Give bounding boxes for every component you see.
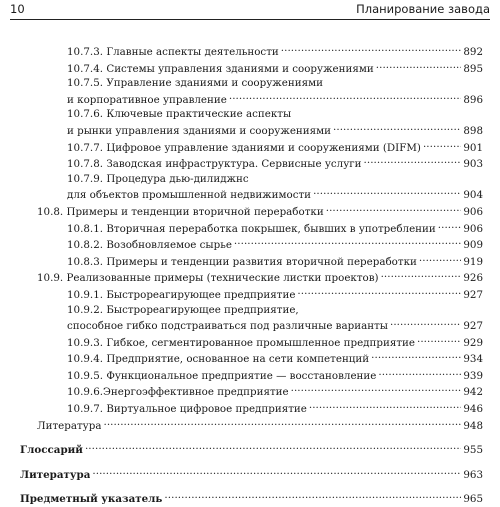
dot-leader	[162, 490, 461, 502]
entry-title: Энергоэффективное предприятие	[103, 386, 289, 399]
entry-number: 10.9.4.	[67, 353, 104, 366]
entry-title-line2: и рынки управления зданиями и сооружениями	[67, 124, 332, 137]
entry-title: Процедура дью-дилиджнс	[106, 172, 249, 185]
entry-number: 10.8.1.	[67, 222, 104, 235]
dot-leader	[417, 253, 461, 265]
entry-title: Реализованные примеры (технические листки проектов)	[66, 272, 379, 285]
entry-number: 10.7.7.	[67, 141, 104, 154]
entry-number: 10.8.3.	[67, 255, 104, 268]
entry-number: 10.7.3.	[67, 46, 104, 58]
toc-entry[interactable]	[20, 43, 483, 60]
entry-page: 929	[463, 336, 483, 349]
toc-entry[interactable]	[20, 367, 483, 384]
dot-leader	[369, 350, 461, 362]
toc-section[interactable]	[20, 203, 483, 220]
dot-leader	[295, 286, 461, 298]
dot-leader	[436, 220, 462, 232]
dot-leader	[227, 91, 462, 103]
entry-number: 10.9.2.	[67, 303, 104, 316]
entry-title: Возобновляемое сырье	[106, 239, 232, 252]
dot-leader	[232, 236, 461, 248]
running-title: Планирование завода	[356, 2, 490, 16]
toc-entry[interactable]	[20, 155, 483, 172]
entry-title: Системы управления зданиями и сооружениями	[106, 62, 374, 75]
entry-title: Виртуальное цифровое предприятие	[106, 403, 307, 416]
entry-number: 10.7.8.	[67, 158, 104, 171]
entry-title: Глоссарий	[20, 444, 83, 457]
entry-page: 906	[463, 222, 483, 235]
toc-section-literature[interactable]	[20, 417, 483, 434]
entry-number: 10.7.4.	[67, 62, 104, 75]
toc-entry[interactable]	[20, 334, 483, 351]
entry-title-line2: способное гибко подстраиваться под различные варианты	[67, 320, 388, 333]
toc-entry-continuation[interactable]	[20, 91, 483, 108]
dot-leader	[374, 60, 462, 72]
entry-page: 904	[463, 189, 483, 202]
entry-page: 939	[463, 369, 483, 382]
entry-page: 898	[463, 124, 483, 137]
entry-number: 10.7.9.	[67, 172, 104, 185]
entry-title: Управление зданиями и сооружениями	[106, 77, 323, 90]
entry-number: 10.9.5.	[67, 369, 104, 382]
toc-entry[interactable]	[20, 139, 483, 156]
dot-leader	[307, 400, 461, 412]
entry-title: Функциональное предприятие — восстановление	[106, 369, 377, 382]
toc-entry[interactable]	[20, 350, 483, 367]
entry-title: Главные аспекты деятельности	[106, 46, 279, 58]
entry-number: 10.9.1.	[67, 288, 104, 301]
toc-chapter-literature[interactable]	[20, 466, 483, 483]
entry-title: Гибкое, сегментированное промышленное предприятие	[106, 336, 415, 349]
entry-title: Ключевые практические аспекты	[106, 108, 292, 121]
toc-entry[interactable]	[20, 286, 483, 303]
toc-entry-continuation[interactable]	[20, 317, 483, 334]
toc-entry[interactable]	[20, 76, 483, 91]
entry-title: Быстрореагирующее предприятие,	[106, 303, 299, 316]
entry-page: 896	[463, 93, 483, 106]
entry-number: 10.9.	[37, 272, 64, 285]
entry-title: Быстрореагирующее предприятие	[106, 288, 296, 301]
entry-title: Предметный указатель	[20, 493, 163, 506]
dot-leader	[331, 122, 461, 134]
toc-entry[interactable]	[20, 303, 483, 318]
table-of-contents	[20, 43, 483, 507]
dot-leader	[311, 186, 461, 198]
entry-number: 10.9.7.	[67, 403, 104, 416]
entry-title: Вторичная переработка покрышек, бывших в употреблении	[106, 222, 436, 235]
dot-leader	[90, 466, 461, 478]
entry-number: 10.8.2.	[67, 239, 104, 252]
entry-page: 955	[463, 444, 483, 457]
entry-title: Литература	[37, 419, 102, 432]
toc-entry[interactable]	[20, 253, 483, 270]
entry-title-line2: и корпоративное управление	[67, 93, 227, 106]
toc-entry-continuation[interactable]	[20, 186, 483, 203]
entry-page: 926	[463, 272, 483, 285]
toc-entry[interactable]	[20, 60, 483, 77]
running-header	[10, 0, 490, 20]
dot-leader	[362, 155, 462, 167]
entry-page: 895	[463, 62, 483, 75]
page-number: 10	[10, 2, 25, 16]
toc-entry[interactable]	[20, 107, 483, 122]
toc-entry[interactable]	[20, 383, 483, 400]
entry-title-line2: для объектов промышленной недвижимости	[67, 189, 312, 202]
dot-leader	[279, 43, 462, 55]
toc-entry[interactable]	[20, 172, 483, 187]
entry-number: 10.9.3.	[67, 336, 104, 349]
toc-section[interactable]	[20, 269, 483, 286]
entry-number: 10.7.5.	[67, 77, 104, 90]
toc-entry[interactable]	[20, 220, 483, 237]
entry-page: 919	[463, 255, 483, 268]
toc-entry[interactable]	[20, 400, 483, 417]
dot-leader	[388, 317, 461, 329]
entry-page: 901	[463, 141, 483, 154]
entry-page: 942	[463, 386, 483, 399]
entry-number: 10.8.	[37, 205, 64, 218]
entry-number: 10.9.6.	[67, 386, 104, 399]
dot-leader	[101, 417, 461, 429]
dot-leader	[289, 383, 462, 395]
entry-page: 909	[463, 239, 483, 252]
entry-page: 903	[463, 158, 483, 171]
entry-page: 946	[463, 403, 483, 416]
dot-leader	[83, 441, 461, 453]
entry-page: 965	[463, 493, 483, 506]
toc-chapter-glossary[interactable]	[20, 441, 483, 458]
entry-page: 927	[463, 288, 483, 301]
dot-leader	[415, 334, 461, 346]
entry-title: Предприятие, основанное на сети компетенций	[106, 353, 370, 366]
toc-chapter-index[interactable]	[20, 490, 483, 507]
entry-title: Заводская инфраструктура. Сервисные услуги	[106, 158, 362, 171]
dot-leader	[376, 367, 461, 379]
entry-title: Литература	[20, 468, 91, 481]
entry-title: Цифровое управление зданиями и сооружениями (DIFM)	[106, 141, 421, 154]
entry-page: 948	[463, 419, 483, 432]
entry-page: 927	[463, 320, 483, 333]
entry-page: 892	[463, 46, 483, 58]
entry-page: 963	[463, 468, 483, 481]
dot-leader	[379, 269, 462, 281]
entry-number: 10.7.6.	[67, 108, 104, 121]
toc-entry[interactable]	[20, 236, 483, 253]
entry-page: 934	[463, 353, 483, 366]
dot-leader	[421, 139, 461, 151]
entry-page: 906	[463, 205, 483, 218]
entry-title: Примеры и тенденции развития вторичной переработки	[106, 255, 417, 268]
entry-title: Примеры и тенденции вторичной переработки	[66, 205, 324, 218]
toc-entry-continuation[interactable]	[20, 122, 483, 139]
dot-leader	[324, 203, 462, 215]
